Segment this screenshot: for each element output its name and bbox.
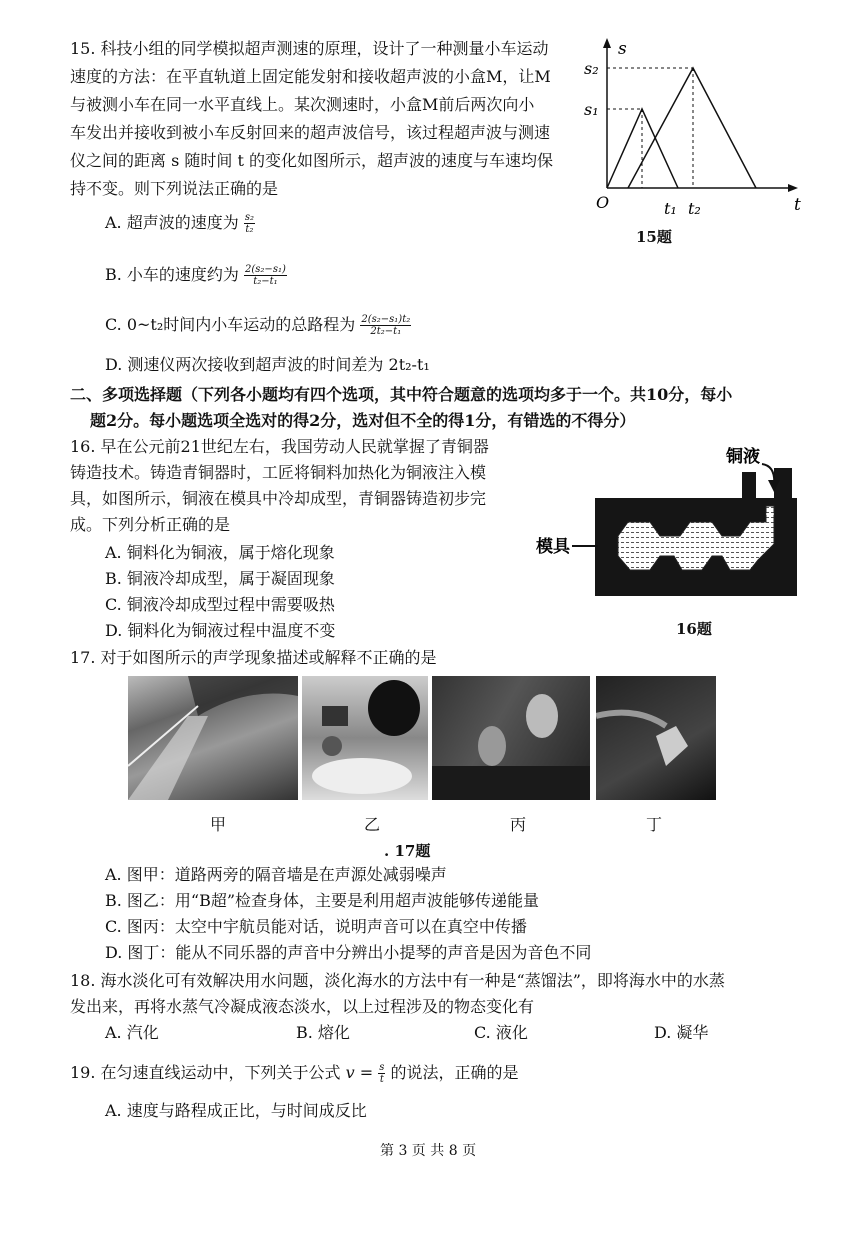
q15-line-5: 仪之间的距离 s 随时间 t 的变化如图所示，超声波的速度与车速均保 <box>70 151 553 170</box>
q16-line-3: 具，如图所示，铜液在模具中冷却成型，青铜器铸造初步完 <box>70 489 487 508</box>
q17-photo-ding-violin <box>596 676 716 800</box>
q17-label-yi: 乙 <box>364 815 381 834</box>
q15-option-b-fraction <box>244 264 287 287</box>
section2-heading-line-2: 题2分。每小题选项全选对的得2分，选对但不全的得1分，有错选的不得分） <box>90 411 636 430</box>
graph-s1-label: s₁ <box>584 100 599 119</box>
q17-figure-caption: . 17题 <box>384 842 431 860</box>
q15-option-a-fraction <box>244 212 255 235</box>
q15-option-a-num: s₂ <box>244 212 254 223</box>
q19-formula-num: s <box>379 1062 385 1073</box>
q18-line-2: 发出来，再将水蒸气冷凝成液态淡水，以上过程涉及的物态变化有 <box>70 997 535 1016</box>
q16-figure-caption: 16题 <box>676 620 712 638</box>
q19-stem <box>70 1060 519 1086</box>
q17-stem: 17. 对于如图所示的声学现象描述或解释不正确的是 <box>70 648 437 667</box>
q16-line-2: 铸造技术。铸造青铜器时，工匠将铜料加热化为铜液注入模 <box>70 463 487 482</box>
q17-label-ding: 丁 <box>646 815 663 834</box>
q17-photo-bing-astronauts <box>432 676 590 800</box>
q17-option-a: A. 图甲：道路两旁的隔音墙是在声源处减弱噪声 <box>105 865 447 884</box>
q19-formula-den: t <box>379 1074 384 1085</box>
q19-stem-prefix: 19. 在匀速直线运动中，下列关于公式 <box>70 1063 341 1082</box>
q15-line-1: 15. 科技小组的同学模拟超声测速的原理，设计了一种测量小车运动 <box>70 39 549 58</box>
q16-option-a: A. 铜料化为铜液，属于熔化现象 <box>105 543 335 562</box>
q19-stem-suffix: 的说法，正确的是 <box>390 1063 519 1082</box>
q18-option-a: A. 汽化 <box>105 1023 159 1042</box>
q19-option-a: A. 速度与路程成正比，与时间成反比 <box>105 1101 367 1120</box>
q15-option-b-den: t₂−t₁ <box>253 276 278 287</box>
q19-formula-fraction <box>378 1062 385 1085</box>
q17-label-bing: 丙 <box>510 815 527 834</box>
q15-option-c <box>105 312 411 338</box>
q16-line-4: 成。下列分析正确的是 <box>70 515 231 534</box>
q18-option-b: B. 熔化 <box>296 1023 350 1042</box>
q17-option-b: B. 图乙：用“B超”检查身体，主要是利用超声波能够传递能量 <box>105 891 540 910</box>
q17-photo-yi-b-ultrasound <box>302 676 428 800</box>
graph-second-pulse <box>628 68 756 188</box>
graph-t1-label: t₁ <box>664 199 677 218</box>
q17-photo-jia-road-barrier <box>128 676 298 800</box>
q16-option-d: D. 铜料化为铜液过程中温度不变 <box>105 621 336 640</box>
q15-line-4: 车发出并接收到被小车反射回来的超声波信号，该过程超声波与测速 <box>70 123 551 142</box>
q15-figure-caption: 15题 <box>636 228 672 246</box>
q16-line-1: 16. 早在公元前21世纪左右，我国劳动人民就掌握了青铜器 <box>70 437 489 456</box>
q15-option-a-text: A. 超声波的速度为 <box>105 213 239 232</box>
q15-option-b <box>105 262 287 288</box>
q15-st-graph <box>580 30 810 230</box>
liquid-copper-label: 铜液 <box>726 447 760 467</box>
q19-formula-lhs: v = <box>345 1063 374 1082</box>
q18-option-d: D. 凝华 <box>654 1023 709 1042</box>
q17-option-d: D. 图丁：能从不同乐器的声音中分辨出小提琴的声音是因为音色不同 <box>105 943 592 962</box>
q18-line-1: 18. 海水淡化可有效解决用水问题，淡化海水的方法中有一种是“蒸馏法”，即将海水中的水蒸 <box>70 971 725 990</box>
graph-x-axis-label: t <box>794 195 801 215</box>
q15-option-c-fraction <box>360 314 411 337</box>
graph-t2-label: t₂ <box>688 199 701 218</box>
q15-option-a-den: t₂ <box>245 224 254 235</box>
graph-y-axis-label: s <box>618 39 627 59</box>
graph-s2-label: s₂ <box>584 59 599 78</box>
q15-option-c-num: 2(s₂−s₁)t₂ <box>361 314 411 325</box>
q15-option-b-text: B. 小车的速度约为 <box>105 265 239 284</box>
q16-option-c: C. 铜液冷却成型过程中需要吸热 <box>105 595 335 614</box>
q15-line-3: 与被测小车在同一水平直线上。某次测速时，小盒M前后两次向小 <box>70 95 535 114</box>
page-footer: 第 3 页 共 8 页 <box>380 1143 477 1159</box>
q15-option-a <box>105 210 255 236</box>
q16-mold-figure <box>530 440 805 605</box>
q17-label-jia: 甲 <box>210 815 227 834</box>
section2-heading-line-1: 二、多项选择题（下列各小题均有四个选项，其中符合题意的选项均多于一个。共10分，每小 <box>70 385 733 404</box>
mold-label: 模具 <box>536 537 570 557</box>
q15-option-d: D. 测速仪两次接收到超声波的时间差为 2t₂-t₁ <box>105 355 430 374</box>
q15-line-6: 持不变。则下列说法正确的是 <box>70 179 279 198</box>
q15-option-c-text: C. 0~t₂时间内小车运动的总路程为 <box>105 315 356 334</box>
graph-origin-label: O <box>596 193 610 212</box>
q15-option-c-den: 2t₂−t₁ <box>370 326 402 337</box>
q15-option-b-num: 2(s₂−s₁) <box>245 264 286 275</box>
q15-line-2: 速度的方法：在平直轨道上固定能发射和接收超声波的小盒M，让M <box>70 67 551 86</box>
q17-option-c: C. 图丙：太空中宇航员能对话，说明声音可以在真空中传播 <box>105 917 527 936</box>
q16-option-b: B. 铜液冷却成型，属于凝固现象 <box>105 569 335 588</box>
q18-option-c: C. 液化 <box>474 1023 528 1042</box>
